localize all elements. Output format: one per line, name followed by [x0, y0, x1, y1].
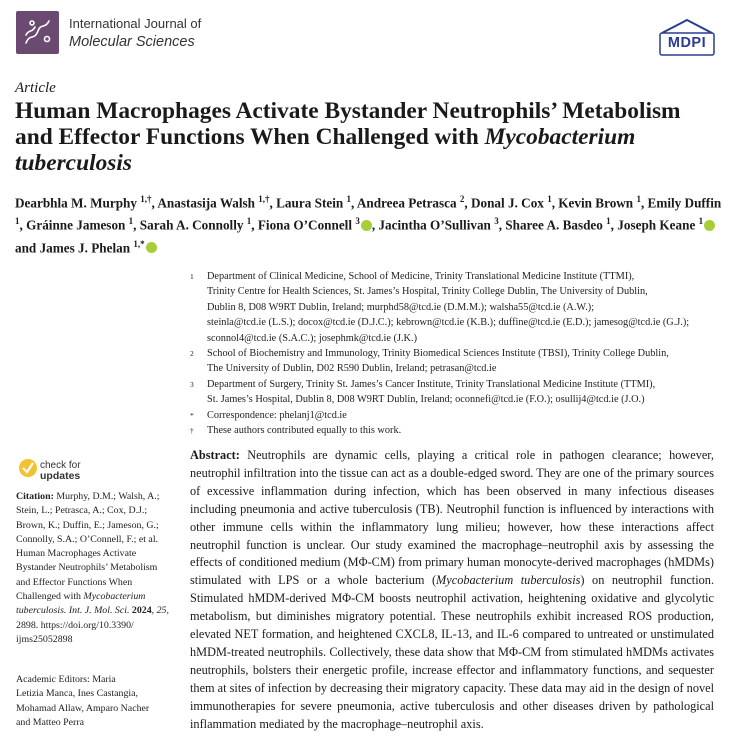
author-name[interactable]: Anastasija Walsh: [157, 195, 259, 211]
title-text: Human Macrophages Activate Bystander Neutrophils’ Metabolism and Effector Functions When Challenged with: [15, 98, 681, 150]
citation-line-6: Bystander Neutrophils’ Metabolism: [16, 562, 158, 574]
author-name[interactable]: Kevin Brown: [558, 195, 637, 211]
abstract-label: Abstract:: [190, 448, 240, 462]
editors-line-1: Academic Editors: Maria: [16, 674, 116, 685]
article-type: Article: [15, 80, 56, 96]
check-for-updates[interactable]: [40, 460, 81, 482]
abstract-text-1: Neutrophils are dynamic cells, playing a critical role in pathogen clearance; however, neutrophil infiltration into the tissue can act as a double-edged sword. They are one of the primary sources of excessive inflammation during infection, which has been observed in many infectious diseases including pneumonia and active tuberculosis (TB). Neutrophil function is influenced by interactions with other immune cells within the inflammatory lung milieu; however, how these interactions affect neutrophil function is unclear. Our study examined the macrophage–neutrophil axis by assessing the effects of conditioned medium (MΦ-CM) from primary human monocyte-derived macrophages (hMDMs) stimulated with LPS or a whole bacterium (: [190, 448, 714, 588]
publisher-logo-text: MDPI: [667, 35, 707, 51]
author-affiliation-sup: 1: [246, 216, 252, 227]
citation-line-8: Challenged with: [16, 591, 84, 603]
author-affiliation-sup: 1,*: [133, 238, 145, 249]
citation-volume: , 25,: [151, 605, 169, 617]
citation: [16, 490, 176, 647]
author-name[interactable]: Emily Duffin: [647, 195, 722, 211]
ijms-logo-icon: [16, 11, 59, 54]
author-name[interactable]: Sharee A. Basdeo: [505, 217, 607, 233]
academic-editors: [16, 673, 176, 730]
author-affiliation-sup: 1: [606, 216, 611, 227]
journal-logo: [16, 11, 59, 54]
abstract-text-2: ) on neutrophil function. Stimulated hMDM-derived MΦ-CM boosts neutrophil activation, heightening oxidative and glycolytic metabolism, but diminishes migratory potential. These neutrophils exhibit increased ROS production, elevated NET formation, and heightened CXCL8, IL-13, and IL-6 compared to untreated or unstimulated hMDM-treated neutrophils. Collectively, these data show that MΦ-CM from stimulated hMDMs activates neutrophils, bolsters their energetic profile, increase effector and inflammatory functions, and sequester them at sites of infection by decreasing their migratory capacity. These data may aid in the design of novel immunotherapies for severe pneumonia, active tuberculosis and other diseases driven by pathological inflammation mediated by the macrophage–neutrophil axis.: [190, 573, 715, 731]
affiliation-line: sconnol4@tcd.ie (S.A.C.); josephmk@tcd.ie (J.K.): [207, 332, 418, 344]
citation-line-7: and Effector Functions When: [16, 576, 133, 588]
author-name[interactable]: Jacintha O’Sullivan: [378, 217, 495, 233]
citation-doi[interactable]: 2898. https://doi.org/10.3390/: [16, 619, 134, 631]
editors-line-3: Mohamad Allaw, Amparo Nacher: [16, 702, 150, 714]
affiliation-line: The University of Dublin, D02 R590 Dublin, Ireland; petrasan@tcd.ie: [207, 363, 497, 375]
author-affiliation-sup: 1: [698, 216, 704, 227]
title-species: Mycobacterium tuberculosis: [15, 124, 636, 176]
citation-line-1: Murphy, D.M.; Walsh, A.;: [53, 491, 160, 502]
author-name[interactable]: Joseph Keane: [617, 217, 699, 233]
affiliations: [0, 269, 732, 434]
author-name[interactable]: Fiona O’Connell: [257, 217, 356, 233]
affiliation-line: Correspondence: phelanj1@tcd.ie: [207, 409, 347, 421]
affiliation-line: Dublin 8, D08 W9RT Dublin, Ireland; murphd58@tcd.ie (D.M.M.); walsha55@tcd.ie (A.W.);: [207, 301, 595, 313]
author-name[interactable]: Donal J. Cox: [470, 195, 548, 211]
abstract-species: Mycobacterium tuberculosis: [436, 573, 581, 588]
affiliation-line: School of Biochemistry and Immunology, Trinity Biomedical Sciences Institute (TBSI), Trinity College Dublin,: [207, 348, 669, 359]
author-name[interactable]: James J. Phelan: [39, 240, 134, 256]
affiliation-number: *: [190, 410, 194, 420]
citation-line-4: Connolly, S.A.; O’Connell, F.; et al.: [16, 533, 159, 545]
author-affiliation-sup: 1: [547, 194, 552, 204]
author-list: Dearbhla M. Murphy $^{1,\dagger}$, Anastasija Walsh $^{1,\dagger}$, Laura Stein $^1$, Andreea Petrasca $^2$, Donal J. Cox $^1$, Kevin Brown $^1$, Emily Duffin $^1$, Gráinne Jameson $^1$, Sarah A. Connolly $^1$, Fiona O’Connell $^3$ , Jacintha O’Sullivan $^3$, Sharee A. Basdeo $^1$, Joseph Keane $^1$ and James J. Phelan $^{1,*}$: [15, 194, 722, 256]
citation-line-5: Human Macrophages Activate: [16, 548, 137, 560]
editors-line-2: Letizia Manca, Ines Castangia,: [16, 688, 139, 700]
affiliation-line: Department of Surgery, Trinity St. James’s Cancer Institute, Trinity Translational Medicine Institute (TTMI),: [207, 378, 656, 390]
author-name[interactable]: Dearbhla M. Murphy: [15, 195, 141, 211]
citation-species: Mycobacterium: [83, 591, 146, 603]
orcid-icon[interactable]: [361, 220, 372, 231]
author-name[interactable]: Andreea Petrasca: [356, 195, 460, 211]
affiliation-line: Trinity Centre for Health Sciences, St. James’s Hospital, Trinity College Dublin, The University of Dublin,: [207, 286, 648, 298]
citation-label: Citation:: [16, 491, 54, 502]
author-name[interactable]: Sarah A. Connolly: [139, 217, 247, 233]
citation-year: 2024: [131, 605, 152, 617]
author-name[interactable]: Gráinne Jameson: [26, 217, 129, 233]
author-affiliation-sup: 1: [346, 194, 351, 204]
author-affiliation-sup: 3: [355, 216, 360, 227]
editors-line-4: and Matteo Perra: [16, 716, 85, 728]
affiliation-number: 1: [190, 272, 194, 281]
author-affiliation-sup: 2: [459, 194, 465, 204]
affiliation-line: These authors contributed equally to this work.: [207, 425, 402, 436]
citation-line-3: Brown, K.; Duffin, E.; Jameson, G.;: [16, 519, 159, 531]
affiliation-line: Department of Clinical Medicine, School of Medicine, Trinity Translational Medicine Institute (TTMI),: [207, 271, 635, 282]
citation-journal: tuberculosis. Int. J. Mol. Sci.: [16, 605, 130, 617]
author-affiliation-sup: 1,†: [140, 194, 152, 204]
author-affiliation-sup: 1: [15, 216, 20, 227]
journal-name-line1: International Journal of: [69, 16, 202, 31]
authors-and: and: [15, 240, 40, 256]
orcid-icon[interactable]: [146, 242, 157, 253]
article-title: [15, 98, 715, 176]
author-name[interactable]: Laura Stein: [276, 195, 347, 211]
affiliation-line: steinla@tcd.ie (L.S.); docox@tcd.ie (D.J.C.); kebrown@tcd.ie (K.B.); duffine@tcd.ie (E.D.); jamesog@tcd.ie (G.J.);: [207, 317, 690, 329]
journal-name-line2: Molecular Sciences: [69, 34, 195, 50]
affiliation-number: 3: [190, 379, 194, 389]
affiliation-number: †: [190, 426, 194, 435]
citation-doi-end[interactable]: ijms25052898: [16, 633, 73, 645]
affiliation-line: St. James’s Hospital, Dublin 8, D08 W9RT Dublin, Ireland; oconnefi@tcd.ie (F.O.); osullij4@tcd.ie (J.O.): [207, 394, 645, 406]
affiliation-number: 2: [190, 349, 194, 358]
check-for-updates-icon[interactable]: [18, 456, 38, 480]
author-affiliation-sup: 1: [636, 194, 641, 204]
author-affiliation-sup: 1: [128, 216, 134, 227]
author-affiliation-sup: 1,†: [258, 194, 270, 204]
check-for-label: check for: [40, 460, 81, 471]
orcid-icon[interactable]: [704, 220, 715, 231]
author-affiliation-sup: 3: [494, 216, 499, 227]
updates-label: updates: [40, 470, 81, 482]
citation-line-2: Stein, L.; Petrasca, A.; Cox, D.J.;: [16, 505, 148, 517]
abstract: [190, 447, 714, 734]
